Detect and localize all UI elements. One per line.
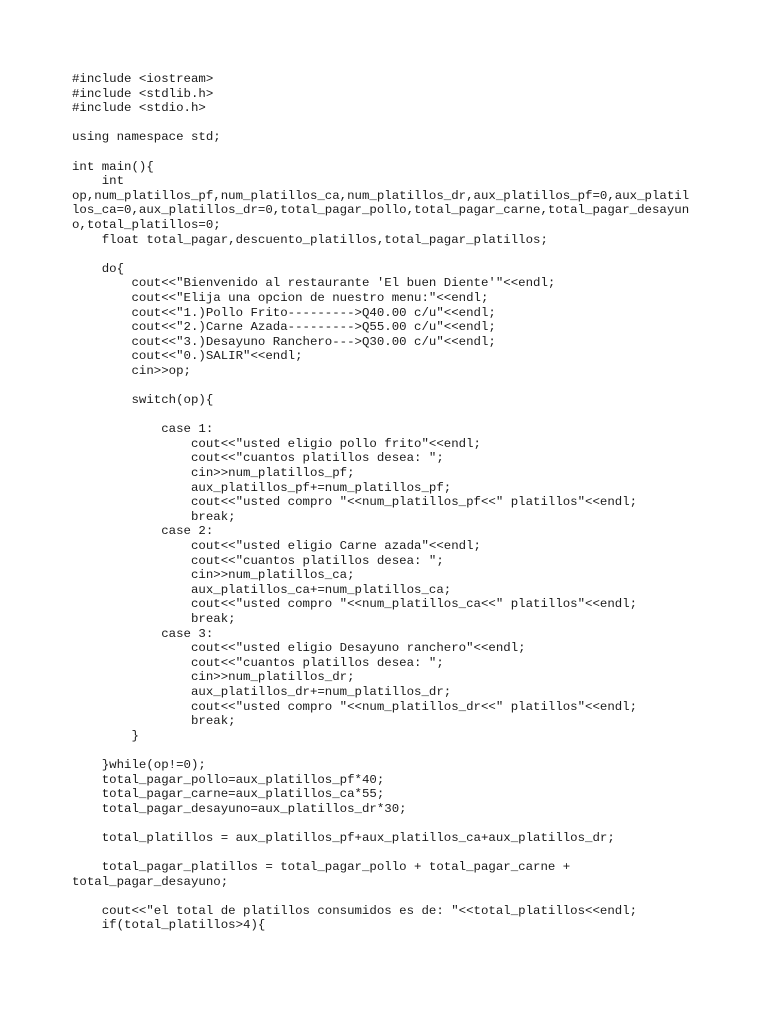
code-line: case 3:	[72, 626, 214, 641]
code-line: cout<<"usted eligio Desayuno ranchero"<<endl;	[72, 641, 526, 656]
code-line	[72, 845, 752, 860]
code-line: op,num_platillos_pf,num_platillos_ca,num_platillos_dr,aux_platillos_pf=0,aux_platil	[72, 188, 690, 203]
code-line: break;	[72, 509, 236, 524]
code-line: total_pagar_carne=aux_platillos_ca*55;	[72, 787, 385, 802]
code-line: aux_platillos_pf+=num_platillos_pf;	[72, 480, 452, 495]
code-line: break;	[72, 611, 236, 626]
code-line: cout<<"Elija una opcion de nuestro menu:"<<endl;	[72, 290, 489, 305]
code-line: aux_platillos_dr+=num_platillos_dr;	[72, 684, 452, 699]
code-line: cout<<"usted compro "<<num_platillos_ca<<" platillos"<<endl;	[72, 597, 638, 612]
code-line	[72, 247, 752, 262]
code-line: switch(op){	[72, 393, 214, 408]
code-line	[72, 145, 752, 160]
code-line: o,total_platillos=0;	[72, 217, 221, 232]
code-line: cin>>num_platillos_dr;	[72, 670, 355, 685]
code-listing	[72, 72, 752, 933]
code-line: total_pagar_desayuno=aux_platillos_dr*30;	[72, 801, 407, 816]
code-line: cout<<"cuantos platillos desea: ";	[72, 451, 444, 466]
code-line: total_pagar_platillos = total_pagar_pollo + total_pagar_carne +	[72, 860, 571, 875]
code-line	[72, 816, 752, 831]
code-line: cout<<"cuantos platillos desea: ";	[72, 553, 444, 568]
code-line: cout<<"3.)Desayuno Ranchero--->Q30.00 c/u"<<endl;	[72, 334, 496, 349]
code-line: do{	[72, 261, 125, 276]
code-line: aux_platillos_ca+=num_platillos_ca;	[72, 582, 452, 597]
code-line: total_platillos = aux_platillos_pf+aux_platillos_ca+aux_platillos_dr;	[72, 830, 615, 845]
code-line: }	[72, 728, 139, 743]
code-line: break;	[72, 714, 236, 729]
code-line: #include <stdlib.h>	[72, 86, 214, 101]
code-line: #include <iostream>	[72, 72, 214, 86]
code-line: int	[72, 174, 125, 189]
code-line: using namespace std;	[72, 130, 221, 145]
code-line: int main(){	[72, 159, 154, 174]
code-line: cin>>num_platillos_pf;	[72, 466, 355, 481]
code-line: cin>>op;	[72, 363, 191, 378]
code-line: cout<<"1.)Pollo Frito--------->Q40.00 c/u"<<endl;	[72, 305, 496, 320]
code-line: case 1:	[72, 422, 214, 437]
code-line	[72, 408, 752, 423]
code-line: cin>>num_platillos_ca;	[72, 568, 355, 583]
code-line: cout<<"0.)SALIR"<<endl;	[72, 349, 303, 364]
code-line	[72, 116, 752, 131]
code-line	[72, 378, 752, 393]
code-line: #include <stdio.h>	[72, 101, 206, 116]
code-line: float total_pagar,descuento_platillos,total_pagar_platillos;	[72, 232, 548, 247]
code-line: cout<<"usted compro "<<num_platillos_pf<<" platillos"<<endl;	[72, 495, 638, 510]
code-line: total_pagar_desayuno;	[72, 874, 229, 889]
code-line: cout<<"cuantos platillos desea: ";	[72, 655, 444, 670]
code-line: case 2:	[72, 524, 214, 539]
code-line: cout<<"usted compro "<<num_platillos_dr<<" platillos"<<endl;	[72, 699, 638, 714]
code-line: cout<<"2.)Carne Azada--------->Q55.00 c/u"<<endl;	[72, 320, 496, 335]
code-line: cout<<"usted eligio Carne azada"<<endl;	[72, 539, 481, 553]
code-line: if(total_platillos>4){	[72, 918, 266, 933]
code-line: cout<<"Bienvenido al restaurante 'El buen Diente'"<<endl;	[72, 276, 556, 291]
code-line: }while(op!=0);	[72, 757, 206, 772]
code-line: cout<<"usted eligio pollo frito"<<endl;	[72, 436, 481, 451]
code-line: los_ca=0,aux_platillos_dr=0,total_pagar_pollo,total_pagar_carne,total_pagar_desayun	[72, 203, 690, 218]
code-line: total_pagar_pollo=aux_platillos_pf*40;	[72, 772, 385, 787]
code-line	[72, 889, 752, 904]
code-line: cout<<"el total de platillos consumidos es de: "<<total_platillos<<endl;	[72, 903, 638, 918]
code-line	[72, 743, 752, 758]
